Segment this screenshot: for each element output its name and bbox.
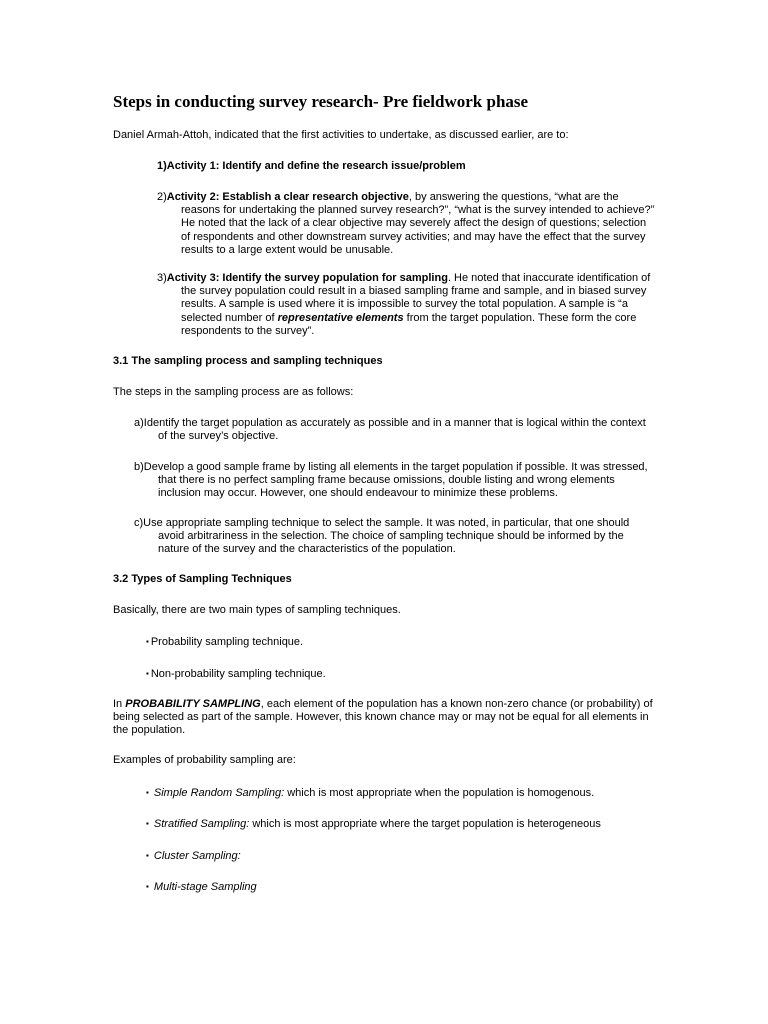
- sampling-step-a: [134, 417, 652, 443]
- example-name: Cluster Sampling:: [153, 850, 241, 862]
- example-name: Simple Random Sampling:: [153, 787, 285, 799]
- activity-1-number: 1): [157, 160, 167, 172]
- activity-3-text: . He noted that inaccurate identification of the survey population could result in a biased sampling frame and sample, and in biased survey results. A sample is used where it is impossible to survey the total population. A sample is “a selected number of: [181, 272, 651, 324]
- step-c-text: Use appropriate sampling technique to select the sample. It was noted, in particular, that one should avoid arbitrariness in the selection. The choice of sampling technique should be informed by the nature of the survey and the characteristics of the population.: [143, 517, 630, 556]
- example-name: Stratified Sampling:: [153, 818, 250, 830]
- bullet-icon: ▪: [146, 819, 149, 828]
- step-b-text: Develop a good sample frame by listing all elements in the target population if possible. It was stressed, that there is no perfect sampling frame because omissions, double listing and wrong elements inclusion may occur. However, one should endeavour to minimize these problems.: [143, 461, 648, 500]
- example-desc: which is most appropriate where the target population is heterogeneous: [249, 818, 601, 830]
- bullet-icon: ▪: [146, 788, 149, 797]
- activity-1: [157, 160, 557, 173]
- probability-prefix: In: [113, 698, 126, 710]
- example-cluster: [146, 849, 666, 863]
- activity-3-label: Activity 3: Identify the survey population for sampling: [166, 272, 448, 284]
- activity-2-label: Activity 2: Establish a clear research objective: [166, 191, 409, 203]
- section-heading-sampling-process: 3.1 The sampling process and sampling techniques: [113, 355, 383, 367]
- example-multi-stage: [146, 880, 666, 894]
- example-desc: which is most appropriate when the population is homogenous.: [284, 787, 595, 799]
- bullet-icon: ▪: [146, 882, 149, 891]
- step-a-number: a): [134, 417, 144, 429]
- probability-term: PROBABILITY SAMPLING: [125, 698, 261, 710]
- example-name: Multi-stage Sampling: [153, 881, 257, 893]
- activity-3-text-after: from the target population. These form the core respondents to the survey”.: [181, 311, 637, 337]
- sampling-steps-intro: The steps in the sampling process are as follows:: [113, 386, 354, 398]
- page-title: Steps in conducting survey research- Pre fieldwork phase: [113, 92, 529, 111]
- section-heading-sampling-types: 3.2 Types of Sampling Techniques: [113, 573, 292, 585]
- activity-3-emphasis: representative elements: [277, 311, 404, 324]
- type-item-non-probability: [146, 667, 546, 681]
- type-item-label: Probability sampling technique.: [150, 636, 304, 648]
- type-item-label: Non-probability sampling technique.: [150, 668, 326, 680]
- activity-2: [157, 191, 657, 257]
- activity-2-text: , by answering the questions, “what are the reasons for undertaking the planned survey research?”, “what is the survey intended to achieve?” He noted that the lack of a clear objective may severely affect the design of questions; selection of respondents and other downstream survey activities; and may have the effect that the survey results to a large extent would be unusable.: [181, 191, 655, 256]
- intro-paragraph: Daniel Armah-Attoh, indicated that the first activities to undertake, as discussed earlier, are to:: [113, 129, 569, 141]
- activity-3: [157, 272, 657, 338]
- bullet-icon: ▪: [146, 851, 149, 860]
- probability-text: , each element of the population has a known non-zero chance (or probability) of being selected as part of the sample. However, this known chance may or may not be equal for all elements in the population.: [113, 698, 653, 737]
- sampling-step-b: [134, 461, 652, 501]
- example-simple-random: [146, 786, 666, 800]
- sampling-types-intro: Basically, there are two main types of sampling techniques.: [113, 604, 401, 616]
- activity-2-number: 2): [157, 191, 167, 203]
- step-c-number: c): [134, 517, 144, 529]
- bullet-icon: ▪: [146, 637, 149, 646]
- examples-intro: Examples of probability sampling are:: [113, 754, 296, 766]
- bullet-icon: ▪: [146, 669, 149, 678]
- probability-sampling-paragraph: [113, 698, 661, 738]
- example-stratified: [146, 817, 666, 831]
- step-b-number: b): [134, 461, 144, 473]
- activity-3-number: 3): [157, 272, 167, 284]
- type-item-probability: [146, 635, 546, 649]
- step-a-text: Identify the target population as accurately as possible and in a manner that is logical within the context of the survey’s objective.: [143, 417, 646, 443]
- sampling-step-c: [134, 517, 652, 557]
- activity-1-label: Activity 1: Identify and define the research issue/problem: [166, 160, 466, 172]
